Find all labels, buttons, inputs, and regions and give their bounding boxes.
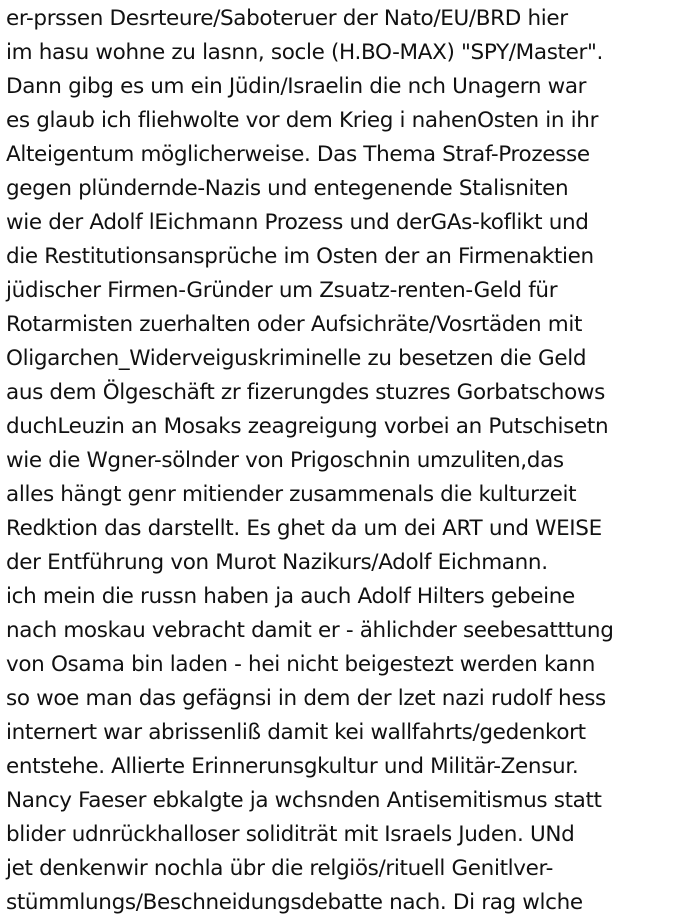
text-line: er-prssen Desrteure/Saboteruer der Nato/EU/BRD hier: [6, 6, 568, 31]
text-line: nach moskau vebracht damit er - ählichder seebesatttung: [6, 618, 614, 643]
text-line: im hasu wohne zu lasnn, socle (H.BO-MAX) "SPY/Master".: [6, 40, 604, 65]
text-line: Redktion das darstellt. Es ghet da um dei ART und WEISE: [6, 516, 602, 541]
text-line: jüdischer Firmen-Gründer um Zsuatz-renten-Geld für: [6, 278, 558, 303]
text-line: so woe man das gefägnsi in dem der lzet nazi rudolf hess: [6, 686, 606, 711]
text-line: wie die Wgner-sölnder von Prigoschnin umzuliten,das: [6, 448, 564, 473]
text-line: von Osama bin laden - hei nicht beigestezt werden kann: [6, 652, 596, 677]
text-line: es glaub ich fliehwolte vor dem Krieg i nahenOsten in ihr: [6, 108, 599, 133]
text-line: Alteigentum möglicherweise. Das Thema Straf-Prozesse: [6, 142, 590, 167]
text-line: Rotarmisten zuerhalten oder Aufsichräte/Vosrtäden mit: [6, 312, 583, 337]
text-line: Dann gibg es um ein Jüdin/Israelin die nch Unagern war: [6, 74, 587, 99]
text-line: die Restitutionsansprüche im Osten der an Firmenaktien: [6, 244, 594, 269]
text-line: jet denkenwir nochla übr die relgiös/rituell Genitlver-: [6, 856, 554, 881]
text-line: Oligarchen_Widerveiguskriminelle zu besetzen die Geld: [6, 346, 587, 371]
text-line: stümmlungs/Beschneidungsdebatte nach. Di rag wlche: [6, 890, 583, 915]
text-line: der Entführung von Murot Nazikurs/Adolf Eichmann.: [6, 550, 548, 575]
text-line: duchLeuzin an Mosaks zeagreigung vorbei an Putschisetn: [6, 414, 609, 439]
text-line: gegen plündernde-Nazis und entegenende Stalisniten: [6, 176, 569, 201]
text-line: internert war abrissenliß damit kei wallfahrts/gedenkort: [6, 720, 586, 745]
text-line: alles hängt genr mitiender zusammenals die kulturzeit: [6, 482, 577, 507]
text-line: aus dem Ölgeschäft zr fizerungdes stuzres Gorbatschows: [6, 380, 605, 405]
text-line: blider udnrückhalloser soliditrät mit Israels Juden. UNd: [6, 822, 575, 847]
text-line: Nancy Faeser ebkalgte ja wchsnden Antisemitismus statt: [6, 788, 602, 813]
text-line: ich mein die russn haben ja auch Adolf Hilters gebeine: [6, 584, 575, 609]
text-line: entstehe. Allierte Erinnerunsgkultur und Militär-Zensur.: [6, 754, 579, 779]
text-line: wie der Adolf lEichmann Prozess und derGAs-koflikt und: [6, 210, 589, 235]
